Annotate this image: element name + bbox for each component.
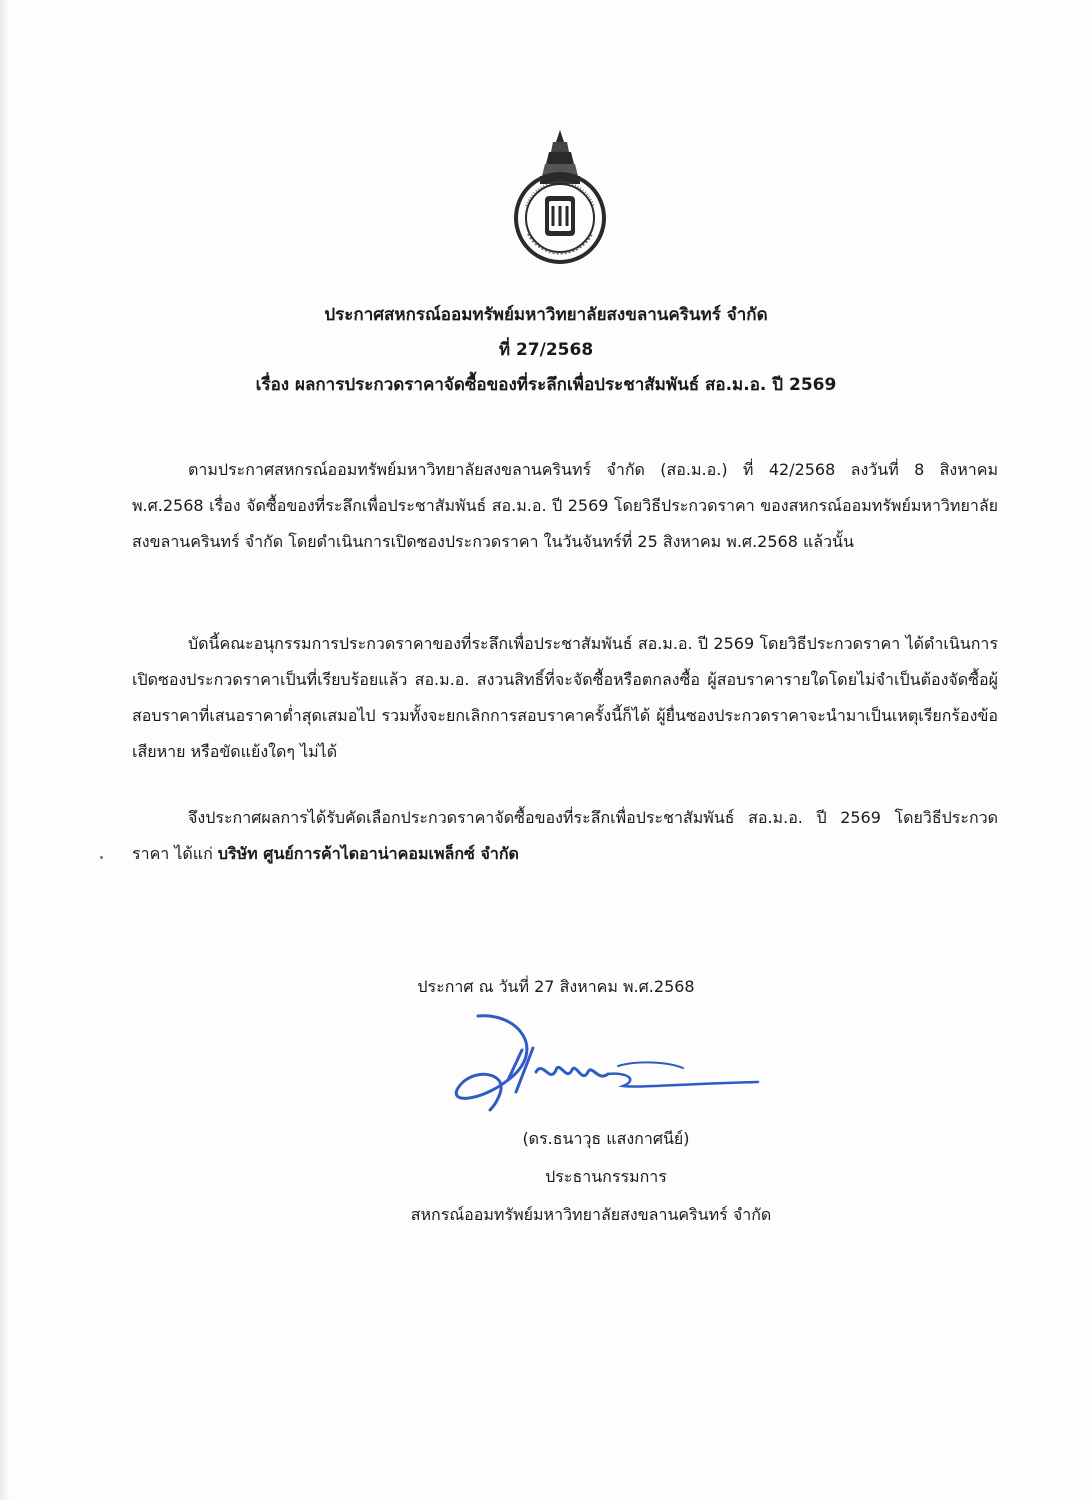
signer-name: (ดร.ธนาวุธ แสงกาศนีย์) bbox=[522, 1129, 690, 1148]
announcement-date: ประกาศ ณ วันที่ 27 สิงหาคม พ.ศ.2568 bbox=[417, 977, 695, 996]
header-organization: ประกาศสหกรณ์ออมทรัพย์มหาวิทยาลัยสงขลานครินทร์ จำกัด bbox=[324, 305, 768, 325]
header-number: ที่ 27/2568 bbox=[498, 340, 594, 360]
scan-edge-shadow bbox=[0, 0, 10, 1500]
scan-speck bbox=[100, 856, 103, 859]
handwritten-signature bbox=[438, 1010, 768, 1122]
paragraph-3-text: จึงประกาศผลการได้รับคัดเลือกประกวดราคาจัดซื้อของที่ระลึกเพื่อประชาสัมพันธ์ สอ.ม.อ. ปี 2569 โดยวิธีประกวดราคา ได้แก่ bbox=[132, 808, 998, 863]
document-header bbox=[0, 298, 1092, 403]
signer-block bbox=[0, 1120, 1092, 1234]
winner-company: บริษัท ศูนย์การค้าไดอาน่าคอมเพล็กซ์ จำกัด bbox=[217, 844, 519, 863]
paragraph-2: บัดนี้คณะอนุกรรมการประกวดราคาของที่ระลึกเพื่อประชาสัมพันธ์ สอ.ม.อ. ปี 2569 โดยวิธีประกวดราคา ได้ดำเนินการเปิดซองประกวดราคาเป็นที่เรียบร้อยแล้ว สอ.ม.อ. สงวนสิทธิ์ที่จะจัดซื้อหรือตกลงซื้อ ผู้สอบราคารายใดโดยไม่จำเป็นต้องจัดซื้อผู้สอบราคาที่เสนอราคาต่ำสุดเสมอไป รวมทั้งจะยกเลิกการสอบราคาครั้งนี้ก็ได้ ผู้ยื่นซองประกวดราคาจะนำมาเป็นเหตุเรียกร้องข้อเสียหาย หรือขัดแย้งใดๆ ไม่ได้ bbox=[132, 634, 998, 761]
header-subject: เรื่อง ผลการประกวดราคาจัดซื้อของที่ระลึกเพื่อประชาสัมพันธ์ สอ.ม.อ. ปี 2569 bbox=[255, 375, 837, 395]
paragraph-3 bbox=[132, 800, 998, 872]
signer-position: ประธานกรรมการ bbox=[545, 1167, 667, 1186]
paragraph-1: ตามประกาศสหกรณ์ออมทรัพย์มหาวิทยาลัยสงขลานครินทร์ จำกัด (สอ.ม.อ.) ที่ 42/2568 ลงวันที่ 8 สิงหาคม พ.ศ.2568 เรื่อง จัดซื้อของที่ระลึกเพื่อประชาสัมพันธ์ สอ.ม.อ. ปี 2569 โดยวิธีประกวดราคา ของสหกรณ์ออมทรัพย์มหาวิทยาลัยสงขลานครินทร์ จำกัด โดยดำเนินการเปิดซองประกวดราคา ในวันจันทร์ที่ 25 สิงหาคม พ.ศ.2568 แล้วนั้น bbox=[132, 460, 998, 551]
cooperative-logo bbox=[498, 126, 622, 268]
signer-organization: สหกรณ์ออมทรัพย์มหาวิทยาลัยสงขลานครินทร์ จำกัด bbox=[410, 1205, 772, 1224]
